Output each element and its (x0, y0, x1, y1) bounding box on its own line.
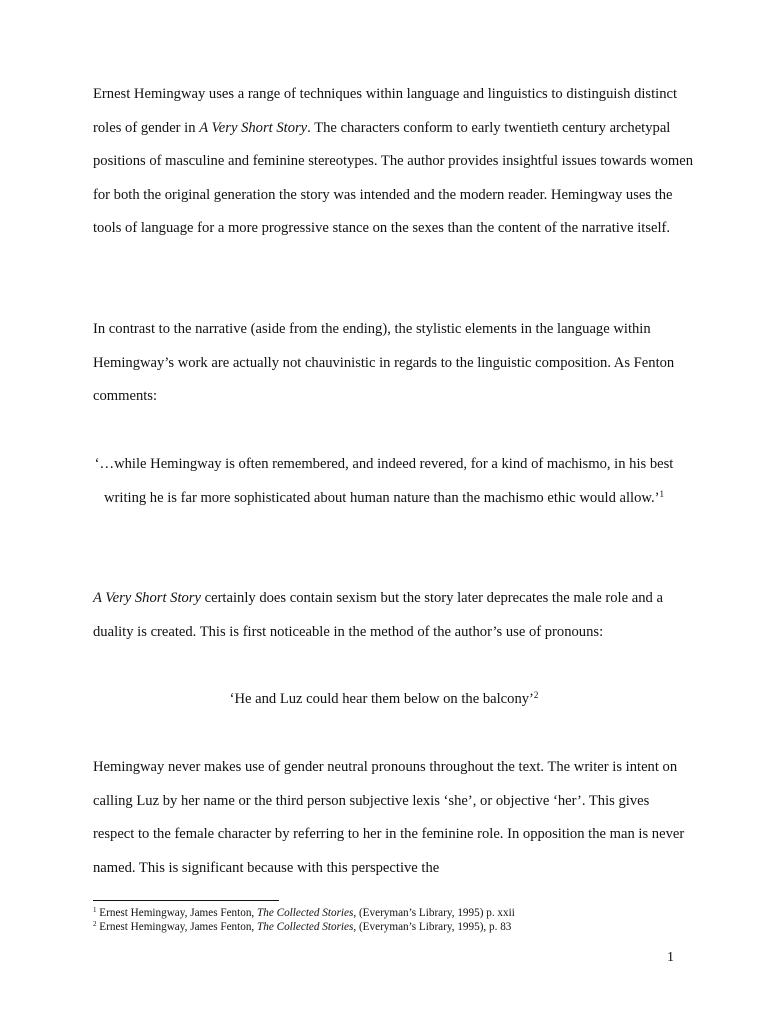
footnote-text: , (Everyman’s Library, 1995), p. 83 (353, 921, 512, 933)
footnote-book-title: The Collected Stories (257, 921, 354, 933)
block-quote-fenton (86, 448, 682, 515)
footnote-separator (93, 900, 279, 901)
paragraph-contrast (93, 313, 693, 414)
paragraph-intro-text-start: Ernest Hemingway uses a range of techniques within language and linguistics to distinguish distinct roles of gender in (93, 86, 678, 136)
paragraph-pronouns (93, 751, 693, 885)
block-quote-balcony (86, 683, 682, 717)
paragraph-intro-text-end: . The characters conform to early twentieth century archetypal positions of masculine and feminine stereotypes. The author provides insightful issues towards women for both the original generation the story was intended and the modern reader. Hemingway uses the tools of language for a more progressive stance on the sexes than the content of the narrative itself. (93, 119, 693, 237)
block-quote-fenton-text: ‘…while Hemingway is often remembered, and indeed revered, for a kind of machismo, in his best writing he is far more sophisticated about human nature than the machismo ethic would allow.’ (94, 456, 674, 506)
footnote-1 (93, 906, 693, 920)
paragraph-intro (93, 78, 693, 246)
footnote-number: 2 (93, 920, 97, 928)
footnote-text: , (Everyman’s Library, 1995) p. xxii (353, 907, 515, 919)
paragraph-contrast-text: In contrast to the narrative (aside from the ending), the stylistic elements in the language within Hemingway’s work are actually not chauvinistic in regards to the linguistic composition. As Fenton comments: (93, 321, 675, 405)
footnote-2 (93, 920, 693, 934)
footnotes (93, 906, 693, 934)
paragraph-sexism-text: certainly does contain sexism but the story later deprecates the male role and a duality is created. This is first noticeable in the method of the author’s use of pronouns: (93, 590, 663, 640)
footnote-number: 1 (93, 906, 97, 914)
footnote-text: Ernest Hemingway, James Fenton, (96, 907, 258, 919)
paragraph-pronouns-text: Hemingway never makes use of gender neutral pronouns throughout the text. The writer is intent on calling Luz by her name or the third person subjective lexis ‘she’, or objective ‘her’. This gives respect to the female character by referring to her in the feminine role. In opposition the man is never named. This is significant because with this perspective the (93, 759, 685, 876)
footnote-ref-2[interactable]: 2 (533, 690, 539, 700)
block-quote-balcony-text: ‘He and Luz could hear them below on the balcony’ (229, 691, 534, 707)
story-title-italic: A Very Short Story (199, 119, 308, 136)
page-number: 1 (667, 950, 674, 965)
paragraph-sexism (93, 582, 693, 649)
footnote-ref-1[interactable]: 1 (659, 488, 664, 499)
footnote-book-title: The Collected Stories (257, 907, 354, 919)
footnote-text: Ernest Hemingway, James Fenton, (96, 921, 258, 933)
story-title-italic: A Very Short Story (93, 590, 201, 606)
